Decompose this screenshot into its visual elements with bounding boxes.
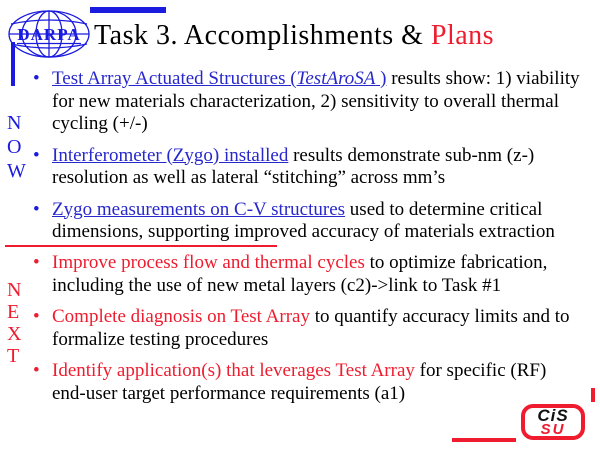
cis-logo <box>521 404 585 440</box>
bullet-text: results show: 1) viability for new materials characterization, 2) sensitivity to overall thermal cycling (+/-) <box>52 68 580 134</box>
link-zygo-measurements-cv-structures[interactable]: Zygo measurements on C-V structures <box>52 198 346 220</box>
next-section-label <box>7 279 21 367</box>
now-section-label <box>7 111 26 183</box>
darpa-logo <box>6 9 92 61</box>
bullet-item-zygo-measurements <box>52 199 584 244</box>
next-letter: N <box>7 279 22 301</box>
link-test-array-actuated-structures[interactable] <box>52 68 386 89</box>
cis-logo-bottom-text: SU <box>540 421 566 438</box>
now-letter: N <box>7 112 22 134</box>
next-letter: T <box>7 345 20 367</box>
bullet-lead-improve-process: Improve process flow and thermal cycles <box>52 252 365 273</box>
bullet-item-identify-applications <box>52 360 584 405</box>
bullet-text: used to determine critical dimensions, supporting improved accuracy of materials extraction <box>52 198 555 242</box>
top-accent-bar <box>90 7 166 13</box>
cis-logo-top-text: CiS <box>537 406 569 425</box>
section-divider-line <box>5 245 277 247</box>
bullet-text: to optimize fabrication, including the use of new metal layers (c2)->link to Task #1 <box>52 252 548 296</box>
bullet-text: results demonstrate sub-nm (z-) resolution as well as lateral “stitching” across mm’s <box>52 144 535 188</box>
now-letter: W <box>7 160 26 182</box>
bullet-lead-identify-applications: Identify application(s) that leverages Test Array <box>52 360 415 381</box>
now-letter: O <box>7 136 22 158</box>
corner-accent-tick <box>591 388 595 402</box>
next-bullet-list <box>52 252 584 414</box>
link-text: Test Array Actuated Structures ( <box>52 68 297 89</box>
link-text: ) <box>375 68 387 89</box>
bottom-accent-bar <box>452 438 516 442</box>
left-accent-bar <box>11 42 15 86</box>
link-text-italic: TestAroSA <box>296 68 376 89</box>
bullet-text: to quantify accuracy limits and to formalize testing procedures <box>52 306 570 350</box>
bullet-item-test-array <box>52 68 584 136</box>
next-letter: X <box>7 323 22 345</box>
bullet-text: for specific (RF) end-user target performance requirements (a1) <box>52 360 547 404</box>
now-bullet-list <box>52 68 584 253</box>
bullet-item-interferometer <box>52 145 584 190</box>
link-interferometer-zygo-installed[interactable]: Interferometer (Zygo) installed <box>52 144 289 166</box>
darpa-logo-text: DARPA <box>17 25 81 44</box>
bullet-lead-complete-diagnosis: Complete diagnosis on Test Array <box>52 306 310 327</box>
title-black-text: Task 3. Accomplishments & <box>94 20 431 51</box>
bullet-item-complete-diagnosis <box>52 306 584 351</box>
bullet-item-improve-process <box>52 252 584 297</box>
page-title <box>94 20 494 52</box>
title-red-text: Plans <box>430 20 495 51</box>
next-letter: E <box>7 301 20 323</box>
